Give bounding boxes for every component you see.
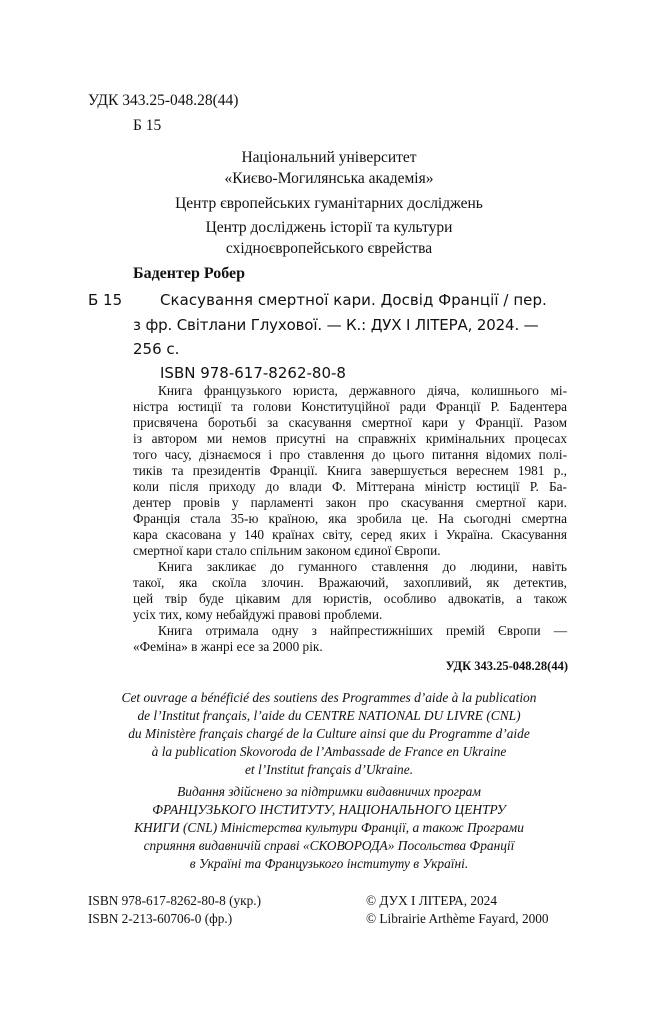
annotation-line: Франція стала 35-ю країною, яка зробила це. На сьогодні смертна <box>133 511 567 526</box>
description-line: 256 с. <box>133 340 180 358</box>
description-line: з фр. Світлани Глухової. — К.: ДУХ І ЛІТЕРА, 2024. — <box>133 316 539 334</box>
french-support-line: et l’Institut français d’Ukraine. <box>244 762 414 777</box>
bbk-code: Б 15 <box>133 117 162 134</box>
copyright-original: © Librairie Arthème Fayard, 2000 <box>366 911 549 926</box>
isbn-french: ISBN 2-213-60706-0 (фр.) <box>88 911 233 926</box>
description-line: Скасування смертної кари. Досвід Франції / пер. <box>160 291 547 309</box>
annotation-line: коли після приходу до влади Ф. Міттерана міністр юстиції Р. Ба- <box>133 479 567 494</box>
ukrainian-support-line: в Україні та Французького інституту в Україні. <box>189 856 469 871</box>
institution-line: Центр європейських гуманітарних досліджень <box>175 195 483 212</box>
annotation-line: Книга закликає до гуманного ставлення до людини, навіть <box>158 559 567 574</box>
french-support-line: de l’Institut français, l’aide du CENTRE NATIONAL DU LIVRE (CNL) <box>137 708 521 723</box>
isbn-ukrainian: ISBN 978-617-8262-80-8 (укр.) <box>88 893 262 908</box>
annotation-line: тиків та президентів Франції. Книга завершується вереснем 1981 р., <box>133 463 567 478</box>
annotation-line: усіх тих, кому небайдужі правові проблеми. <box>133 607 383 622</box>
annotation <box>133 383 567 655</box>
ukrainian-support-line: ФРАНЦУЗЬКОГО ІНСТИТУТУ, НАЦІОНАЛЬНОГО ЦЕНТРУ <box>152 802 506 817</box>
isbn-record: ISBN 978-617-8262-80-8 <box>160 364 346 382</box>
annotation-line: Книга французького юриста, державного діяча, колишнього мі- <box>158 383 567 398</box>
institution-line: Центр досліджень історії та культури <box>205 219 453 236</box>
annotation-line: дентер провів у парламенті закон про скасування смертної кари. <box>133 495 567 510</box>
french-support-line: du Ministère français chargé de la Culture ainsi que du Programme d’aide <box>128 726 530 741</box>
annotation-line: «Феміна» в жанрі есе за 2000 рік. <box>133 639 323 654</box>
annotation-line: із автором ми немов присутні на справжніх кримінальних процесах <box>133 431 567 446</box>
annotation-line: Книга отримала одну з найпрестижніших премій Європи — <box>158 623 567 638</box>
annotation-line: цей твір буде цікавим для юристів, особливо адвокатів, а також <box>133 591 567 606</box>
french-support-line: à la publication Skovoroda de l’Ambassade de France en Ukraine <box>151 744 507 759</box>
annotation-line: такої, яка скоїла злочин. Вражаючий, захопливий, як детектив, <box>133 575 567 590</box>
annotation-line: смертної кари стало спільним законом єдиної Європи. <box>133 543 441 558</box>
french-support-line: Cet ouvrage a bénéficié des soutiens des Programmes d’aide à la publication <box>121 690 537 705</box>
annotation-line: ністра юстиції та голови Конституційної ради Франції Р. Бадентера <box>133 399 567 414</box>
ukrainian-support-line: Видання здійснено за підтримки видавничих програм <box>177 784 481 799</box>
annotation-line: присвячена боротьбі за скасування смертної кари у Франції. Разом <box>133 415 567 430</box>
ukrainian-support-line: сприяння видавничій справі «СКОВОРОДА» Посольства Франції <box>143 838 515 853</box>
annotation-line: того часу, дізнаємося і про ставлення до цього питання відомих полі- <box>133 447 567 462</box>
bbk-mark: Б 15 <box>88 291 123 309</box>
copyright-publisher: © ДУХ І ЛІТЕРА, 2024 <box>366 893 497 908</box>
institution-line: Національний університет <box>241 149 417 166</box>
annotation-line: кара скасована у 140 країнах світу, серед яких і Україна. Скасування <box>133 527 567 542</box>
ukrainian-support-line: КНИГИ (CNL) Міністерства культури Франції, а також Програми <box>134 820 524 835</box>
institution-line: «Києво-Могилянська академія» <box>224 170 434 187</box>
udk-code: УДК 343.25-048.28(44) <box>88 92 239 109</box>
author-heading: Бадентер Робер <box>133 265 246 282</box>
udk-bottom: УДК 343.25-048.28(44) <box>445 659 568 673</box>
institution-line: східноєвропейського єврейства <box>225 240 433 257</box>
